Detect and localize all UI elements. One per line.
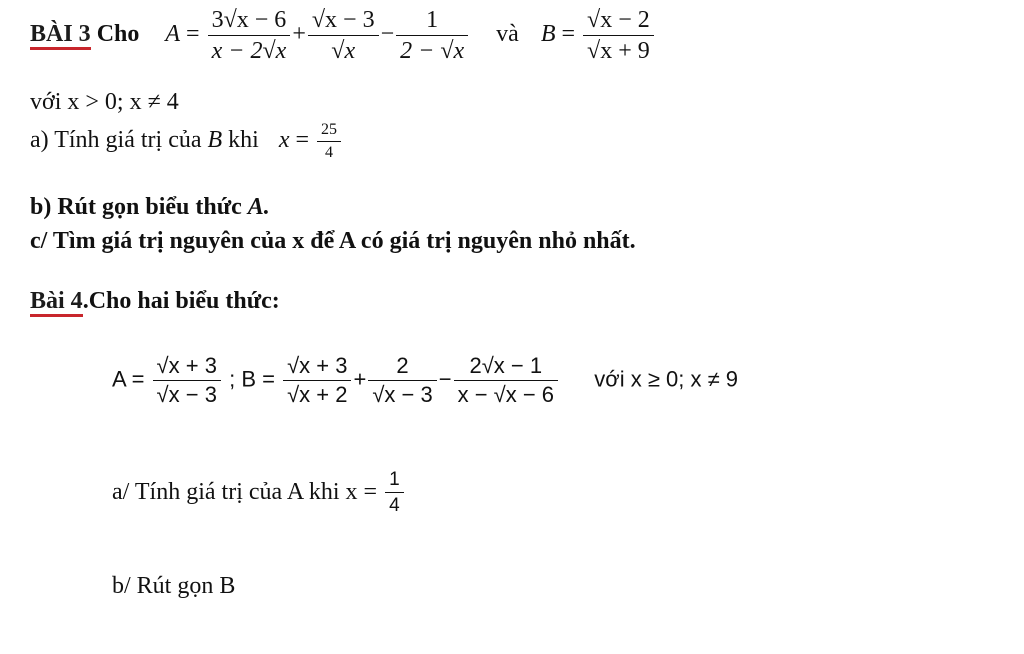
- bai3-expression-line: BÀI 3 Cho A = $\frac{3√x - 6}{x - 2√x}$ + $\frac{√x - 3}{√x}$ − $\frac{1}{2 - √x}$ và B = $\frac{√x - 2}{√x + 9}$: [30, 8, 656, 63]
- bai4-A-name: A: [112, 366, 126, 392]
- bai3-A-term2-den: √x: [308, 35, 379, 63]
- bai3-B-num: √x − 2: [587, 7, 650, 33]
- bai4-B-term1: [283, 355, 351, 406]
- bai4-condition: với x ≥ 0; x ≠ 9: [594, 366, 739, 392]
- bai4-separator: ;: [229, 366, 236, 392]
- bai3-A-term1-den: x − 2√x: [208, 35, 291, 63]
- bai3-part-b: [30, 195, 270, 219]
- bai3-A-term3-num: 1: [426, 7, 439, 33]
- bai3-A-term1-num: 3√x − 6: [211, 7, 287, 33]
- bai4-expression-line: A = $\frac{√x + 3}{√x - 3}$ ; B = $\frac{√x + 3}{√x + 2}$ + $\frac{2}{√x - 3}$ − $\frac{2√x - 1}{x - √x - 6}$ với x ≥ 0; x ≠ 9: [112, 353, 739, 407]
- bai3-part-a-value-num: 25: [321, 121, 338, 138]
- bai3-part-a-var: B: [207, 127, 223, 154]
- bai3-A-term3-den: 2 − √x: [396, 35, 468, 63]
- bai4-B-term3-den: x − √x − 6: [454, 380, 558, 406]
- bai4-part-a-prefix: a/ Tính giá trị của A khi x =: [112, 478, 378, 505]
- bai3-A-term2: [308, 8, 379, 63]
- bai4-B-name: B: [241, 366, 256, 392]
- bai4-B-term1-num: √x + 3: [287, 353, 348, 378]
- bai4-part-a-value-num: 1: [389, 469, 400, 490]
- bai4-intro: .Cho hai biểu thức:: [82, 288, 280, 314]
- bai4-heading: [30, 289, 280, 313]
- bai4-A-den: √x − 3: [153, 380, 221, 406]
- bai4-B-term2: [368, 355, 436, 406]
- bai3-condition: với x > 0; x ≠ 4: [30, 89, 179, 115]
- bai4-B-term1-den: √x + 2: [283, 380, 351, 406]
- bai3-B-name: B: [540, 21, 556, 48]
- bai4-B-term2-num: 2: [396, 353, 409, 378]
- bai3-A-term2-num: √x − 3: [311, 7, 375, 33]
- bai4-part-a: [112, 470, 406, 515]
- bai4-part-a-value: [385, 470, 404, 515]
- bai3-part-a: a) Tính giá trị của B khi x = $\frac{25}{4}$: [30, 122, 343, 161]
- bai3-A-term1: [208, 8, 291, 63]
- bai4-part-a-value-den: 4: [385, 492, 404, 515]
- bai4-B-term2-den: √x − 3: [368, 380, 436, 406]
- bai4-title: Bài 4: [30, 288, 83, 317]
- bai4-A-num: √x + 3: [156, 353, 217, 378]
- bai3-A-name: A: [165, 21, 181, 48]
- bai3-intro: Cho: [96, 21, 140, 48]
- bai3-B-den: √x + 9: [583, 35, 654, 63]
- bai4-B-term3: [454, 355, 558, 406]
- bai3-B-fraction: [583, 8, 654, 63]
- bai3-part-a-value-den: 4: [317, 141, 341, 161]
- bai3-part-c: c/ Tìm giá trị nguyên của x để A có giá trị nguyên nhỏ nhất.: [30, 228, 636, 254]
- bai4-A-fraction: [153, 355, 221, 406]
- bai3-part-b-var: A.: [247, 194, 270, 220]
- bai4-B-term3-num: 2√x − 1: [469, 353, 543, 378]
- bai3-part-a-when: khi: [228, 127, 259, 154]
- bai3-part-a-value: [317, 122, 341, 161]
- bai3-and-word: và: [496, 21, 519, 48]
- bai3-A-term3: [396, 8, 468, 63]
- bai3-part-a-prefix: a) Tính giá trị của: [30, 127, 202, 154]
- bai3-title: BÀI 3: [30, 21, 91, 50]
- bai3-part-b-prefix: b) Rút gọn biểu thức: [30, 194, 242, 220]
- bai4-part-b: b/ Rút gọn B: [112, 573, 236, 599]
